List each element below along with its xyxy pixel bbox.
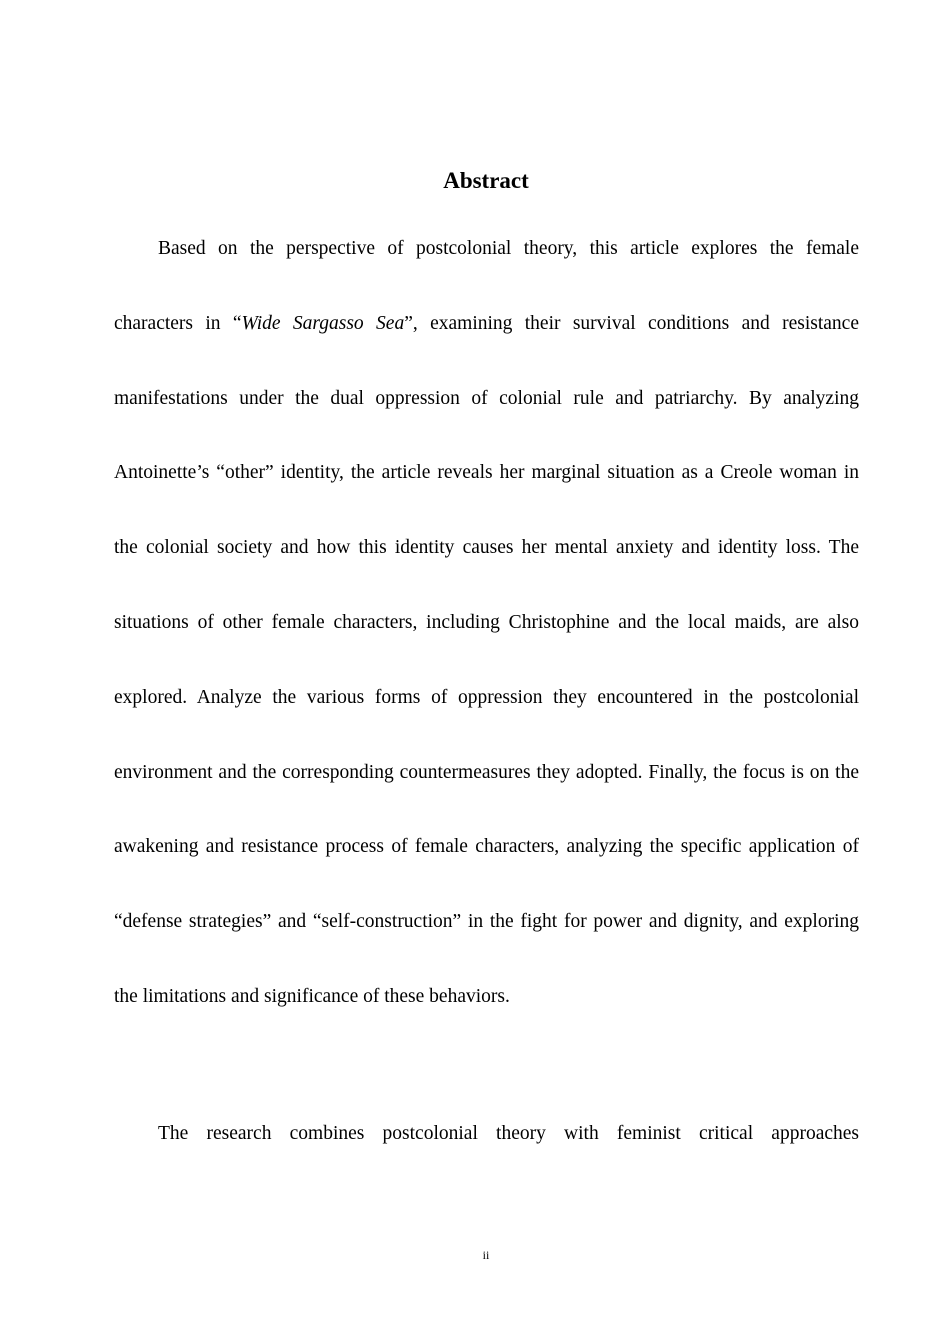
page-title: Abstract — [443, 168, 529, 193]
page-number: ii — [482, 1248, 490, 1262]
paragraph-text-start: Based on the perspective of postcolonial theory, this article explores the female characters in “ — [114, 238, 859, 334]
book-title: Wide Sargasso Sea — [241, 312, 405, 334]
abstract-paragraph-1 — [114, 212, 859, 1035]
paragraph-text-end: ”, examining their survival conditions and resistance manifestations under the dual oppression of colonial rule and patriarchy. By analyzing Antoinette’s “other” identity, the article reveals her marginal situation as a Creole woman in the colonial society and how this identity causes her mental anxiety and identity loss. The situations of other female characters, including Christophine and the local maids, are also explored. Analyze the various forms of oppression they encountered in the postcolonial environment and the corresponding countermeasures they adopted. Finally, the focus is on the awakening and resistance process of female characters, analyzing the specific application of “defense strategies” and “self-construction” in the fight for power and dignity, and exploring the limitations and significance of these behaviors. — [114, 312, 859, 1007]
abstract-paragraph-2: The research combines postcolonial theory with feminist critical approaches — [158, 1123, 859, 1144]
